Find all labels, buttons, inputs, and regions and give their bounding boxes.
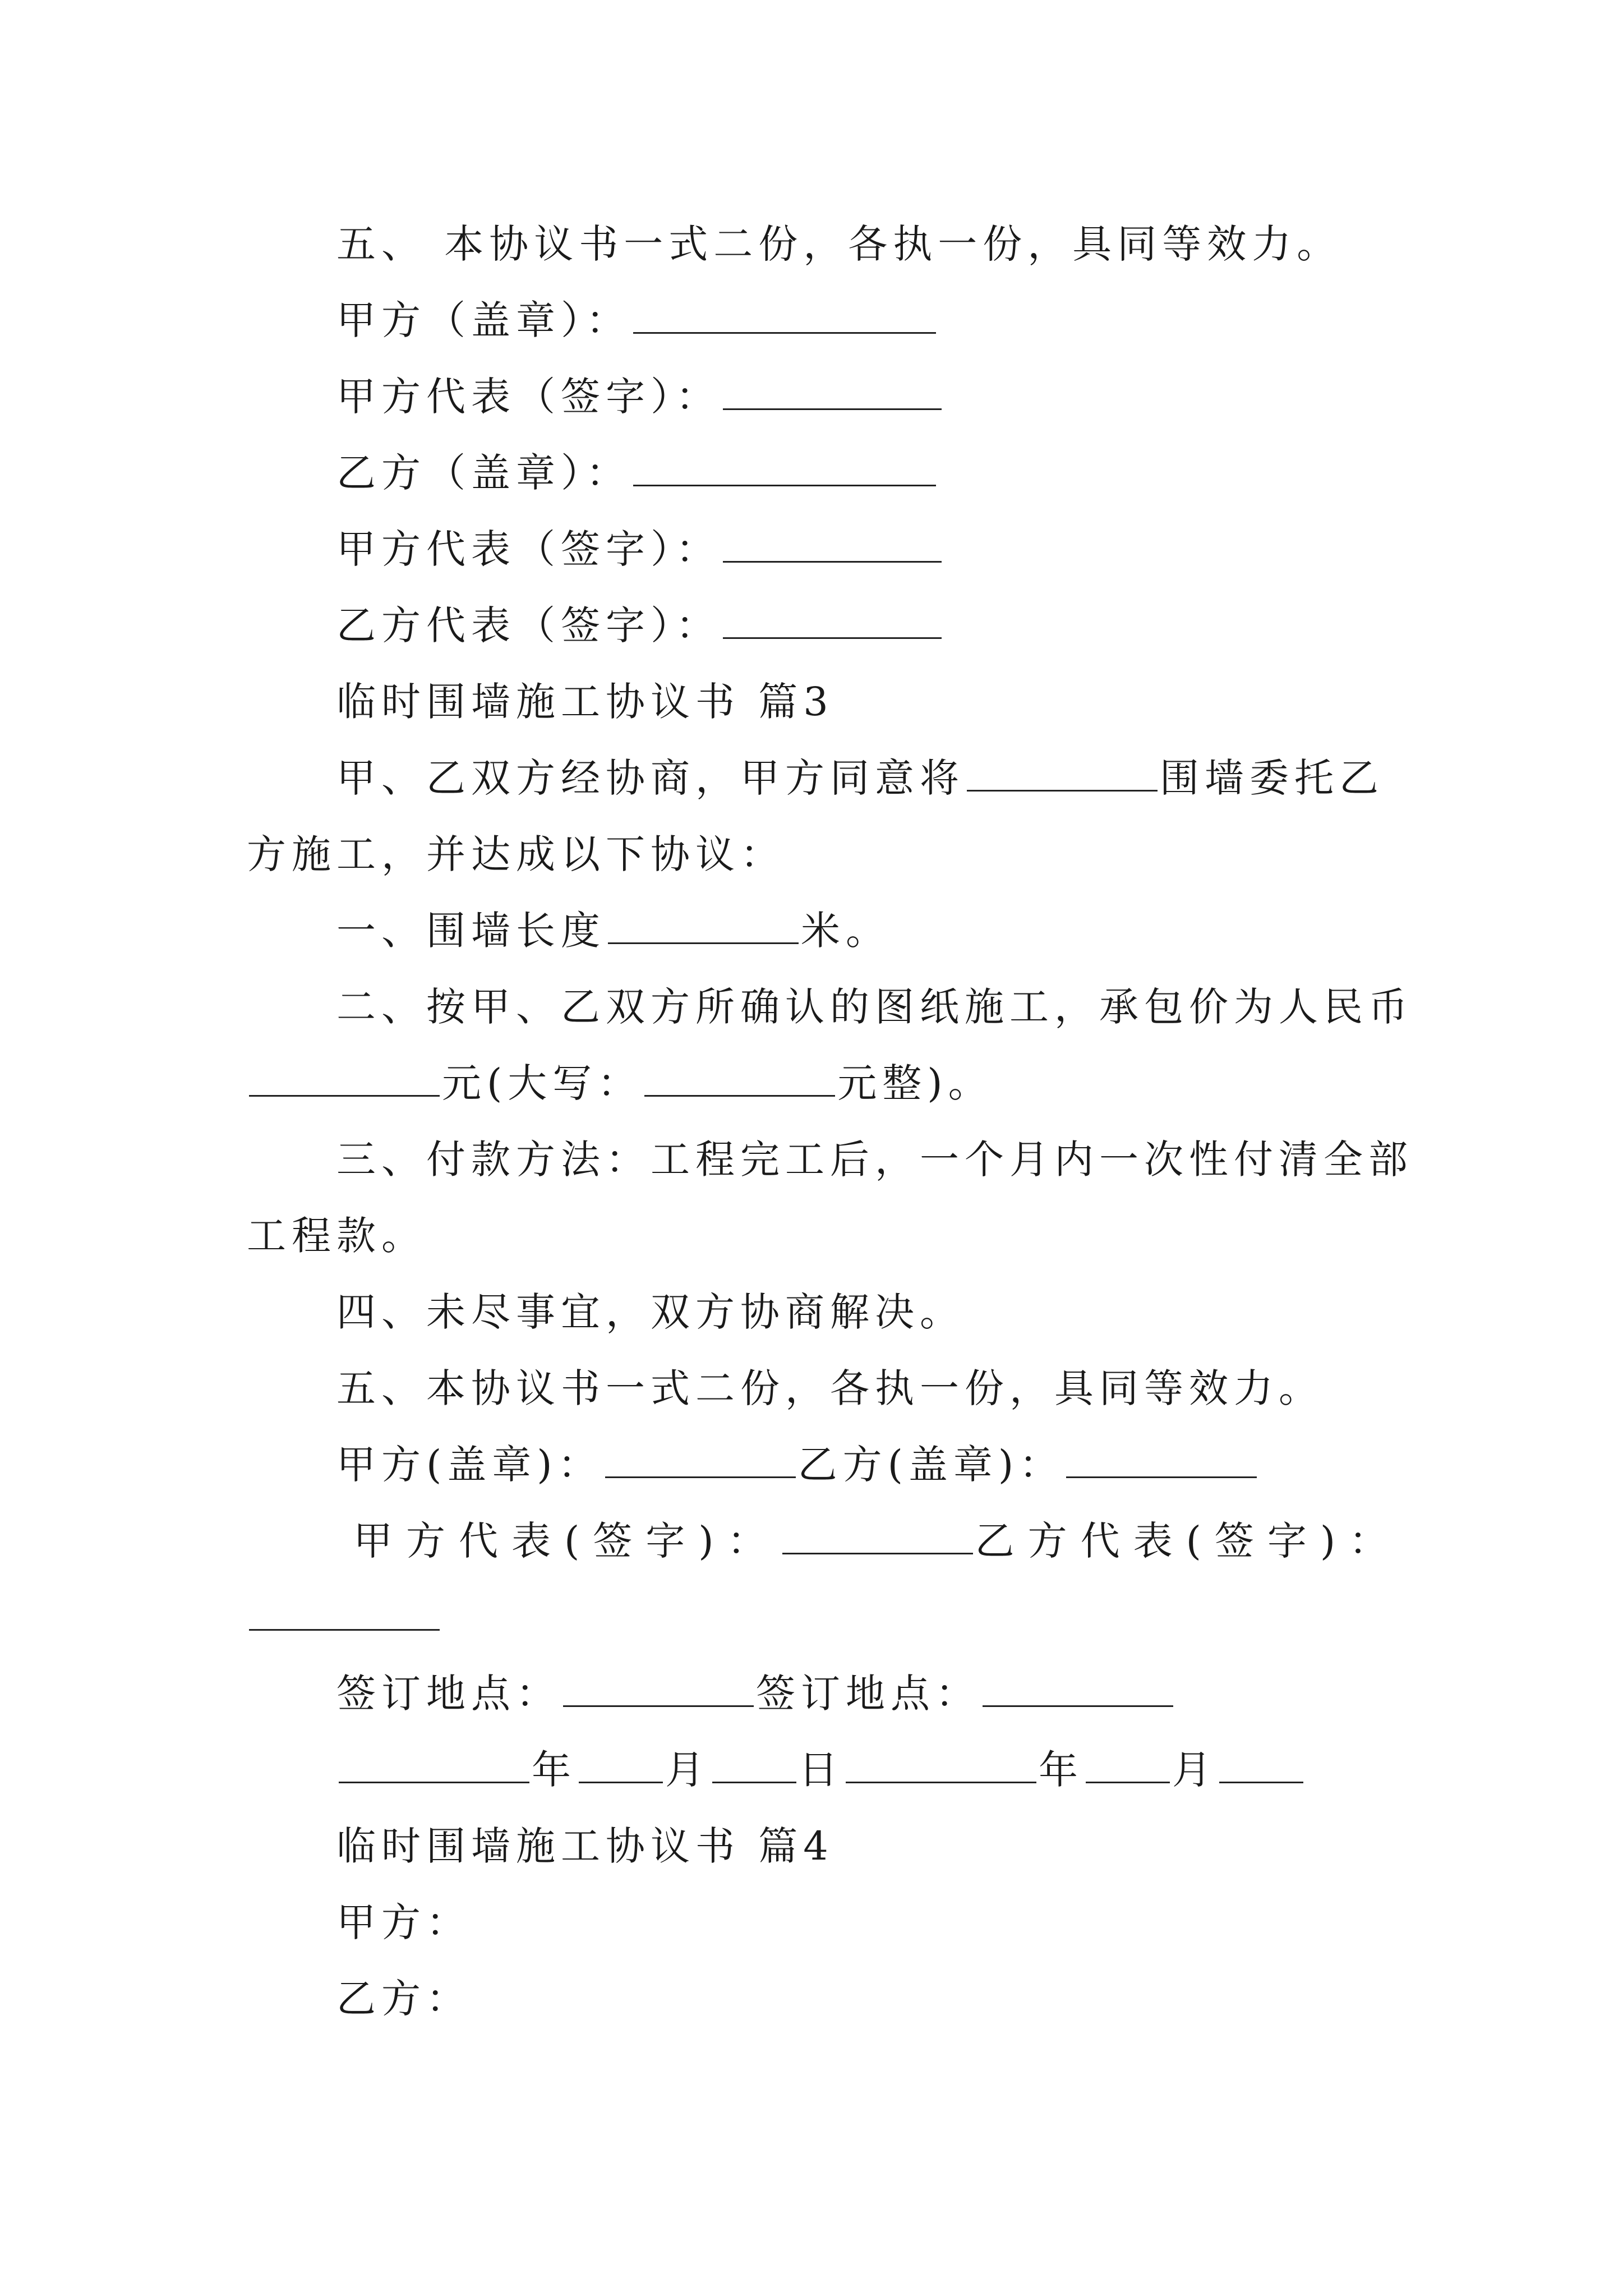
signing-place-blank-b[interactable] [983, 1705, 1173, 1707]
clause-four-text: 四、未尽事宜，双方协商解决。 [336, 1289, 965, 1335]
month-blank-b[interactable] [1086, 1782, 1170, 1783]
seal-row [336, 1442, 1259, 1488]
party-a-rep-label-3: 甲方代表(签字)： [353, 1518, 780, 1564]
party-b-rep-blank[interactable] [723, 637, 942, 639]
party-a-rep-blank-3[interactable] [782, 1553, 973, 1554]
party-a-seal-label: 甲方（盖章）： [336, 297, 631, 343]
party-a-rep-line [336, 374, 944, 420]
day-blank-b[interactable] [1219, 1782, 1303, 1783]
year-blank-b[interactable] [846, 1782, 1036, 1783]
clause-two-line-1: 二、按甲、乙双方所确认的图纸施工，承包价为人民币 [336, 984, 1413, 1030]
clause-one-text-a: 一、围墙长度 [336, 908, 606, 954]
party-b-rep-blank-3[interactable] [249, 1629, 440, 1631]
clause-five-text: 五、 本协议书一式二份，各执一份，具同等效力。 [336, 221, 1342, 267]
party-b-rep-line [336, 602, 944, 648]
section-heading-4: 临时围墙施工协议书 篇4 [336, 1823, 834, 1869]
price-number-blank[interactable] [249, 1095, 440, 1097]
party-b-seal-line [336, 450, 938, 496]
rep-row-continued [247, 1598, 442, 1637]
price-words-blank[interactable] [644, 1095, 835, 1097]
signing-place-label-b: 签订地点： [756, 1671, 980, 1717]
party-a-seal-label-2: 甲方(盖章)： [336, 1442, 603, 1488]
month-blank-a[interactable] [579, 1782, 663, 1783]
signing-place-blank-a[interactable] [563, 1705, 754, 1707]
party-a-seal-blank[interactable] [633, 332, 936, 334]
signing-place-row [336, 1671, 1175, 1717]
clause-three-line-1: 三、付款方法：工程完工后，一个月内一次性付清全部 [336, 1137, 1413, 1182]
party-b-label: 乙方： [336, 1976, 471, 2022]
party-b-rep-label: 乙方代表（签字）： [336, 602, 721, 648]
year-label-a: 年 [532, 1747, 577, 1793]
date-row [336, 1747, 1306, 1793]
party-a-label: 甲方： [336, 1899, 471, 1945]
wall-location-blank[interactable] [967, 790, 1158, 792]
month-label-b: 月 [1172, 1747, 1217, 1793]
section-heading-3: 临时围墙施工协议书 篇3 [336, 679, 834, 725]
party-b-seal-label: 乙方（盖章）： [336, 450, 631, 496]
year-label-b: 年 [1039, 1747, 1083, 1793]
clause-two-line-2 [247, 1060, 993, 1106]
party-a-rep-label: 甲方代表（签字）： [336, 374, 721, 420]
clause-two-text-a: 元(大写： [442, 1060, 643, 1106]
party-b-seal-label-2: 乙方(盖章)： [797, 1442, 1064, 1488]
party-a-rep-label-2: 甲方代表（签字）： [336, 526, 721, 572]
party-a-rep-line-2 [336, 526, 944, 572]
day-blank-a[interactable] [712, 1782, 796, 1783]
year-blank-a[interactable] [339, 1782, 529, 1783]
clause-five-text-2: 五、本协议书一式二份，各执一份，具同等效力。 [336, 1365, 1324, 1411]
day-label-a: 日 [799, 1747, 843, 1793]
signing-place-label-a: 签订地点： [336, 1671, 561, 1717]
party-b-seal-blank[interactable] [633, 485, 936, 486]
party-b-rep-label-3: 乙方代表(签字)： [975, 1518, 1402, 1564]
intro-text-b: 围墙委托乙 [1160, 755, 1384, 801]
party-a-seal-blank-2[interactable] [605, 1476, 796, 1478]
clause-one-text-b: 米。 [801, 908, 891, 954]
party-a-rep-blank[interactable] [723, 408, 942, 410]
intro-line-1 [336, 755, 1384, 801]
party-a-rep-blank-2[interactable] [723, 561, 942, 563]
month-label-a: 月 [665, 1747, 710, 1793]
clause-three-line-2: 工程款。 [247, 1213, 426, 1259]
intro-text-a: 甲、乙双方经协商，甲方同意将 [336, 755, 965, 801]
party-b-seal-blank-2[interactable] [1066, 1476, 1257, 1478]
wall-length-blank[interactable] [608, 942, 799, 944]
party-a-seal-line [336, 297, 938, 343]
clause-two-text-b: 元整)。 [837, 1060, 993, 1106]
clause-one-line [336, 908, 891, 954]
intro-line-2: 方施工，并达成以下协议： [247, 831, 785, 877]
rep-row [353, 1518, 1402, 1564]
